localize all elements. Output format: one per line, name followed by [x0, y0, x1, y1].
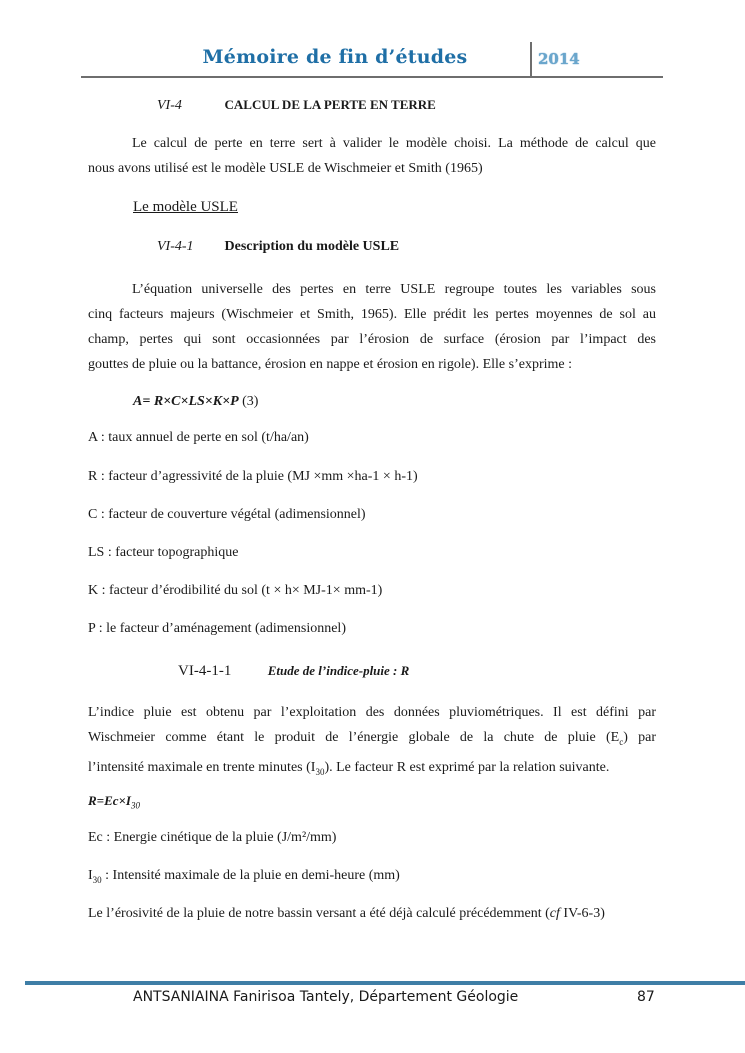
- final-line-ref: IV-6-3): [559, 906, 605, 921]
- rain-index-line-2: [88, 725, 656, 755]
- description-paragraph: [88, 277, 656, 377]
- intro-line-2: nous avons utilisé est le modèle USLE de Wischmeier et Smith (1965): [88, 161, 483, 176]
- rain-index-line-2-text: Wischmeier comme étant le produit de l’énergie globale de la chute de pluie (E: [88, 730, 620, 745]
- rain-index-line-1: L’indice pluie est obtenu par l’exploitation des données pluviométriques. Il est défini par: [88, 705, 656, 720]
- rain-index-line-3-end: ). Le facteur R est exprimé par la relation suivante.: [324, 759, 610, 775]
- rain-index-line-3-text: l’intensité maximale en trente minutes (I: [88, 759, 316, 775]
- subsection-title: Description du modèle USLE: [224, 239, 400, 254]
- subsection-number: VI-4-1: [157, 239, 194, 254]
- var-A: A : taux annuel de perte en sol (t/ha/an): [88, 430, 309, 445]
- section-heading: [157, 97, 436, 114]
- i30-symbol: I: [88, 868, 93, 883]
- subsubsection-heading: [178, 663, 409, 680]
- section-number: VI-4: [157, 98, 182, 113]
- rain-index-line-3-sub: 30: [315, 766, 325, 777]
- final-line-cf: cf: [549, 906, 560, 921]
- description-line-1: L’équation universelle des pertes en terre USLE regroupe toutes les variables sous: [132, 282, 656, 297]
- main-equation-formula: A= R×C×LS×K×P: [133, 394, 239, 409]
- subsubsection-number: VI-4-1-1: [178, 663, 232, 679]
- description-line-4: gouttes de pluie ou la battance, érosion en nappe et érosion en rigole). Elle s’exprime :: [88, 357, 573, 372]
- footer-rule: [25, 981, 745, 985]
- r-equation-sub: 30: [131, 800, 140, 811]
- i30-definition: [88, 868, 400, 885]
- var-LS: LS : facteur topographique: [88, 545, 239, 560]
- intro-line-1: Le calcul de perte en terre sert à valider le modèle choisi. La méthode de calcul que: [132, 136, 656, 151]
- description-line-2: cinq facteurs majeurs (Wischmeier et Smith, 1965). Elle prédit les pertes moyennes de sol au: [88, 307, 656, 322]
- main-equation: [133, 394, 258, 410]
- final-line-text: Le l’érosivité de la pluie de notre bassin versant a été déjà calculé précédemment (: [88, 906, 550, 921]
- var-C: C : facteur de couverture végétal (adimensionnel): [88, 507, 366, 522]
- var-P: P : le facteur d’aménagement (adimensionnel): [88, 621, 346, 636]
- main-equation-ref: (3): [242, 394, 259, 409]
- subsubsection-title: Etude de l’indice-pluie : R: [267, 663, 410, 678]
- var-R: R : facteur d’agressivité de la pluie (MJ ×mm ×ha-1 × h-1): [88, 469, 418, 484]
- model-heading: Le modèle USLE: [133, 199, 238, 215]
- rain-index-line-3: [88, 755, 656, 785]
- page-number: 87: [637, 989, 655, 1005]
- final-line: [88, 906, 605, 922]
- rain-index-paragraph: [88, 700, 656, 785]
- var-K: K : facteur d’érodibilité du sol (t × h× MJ-1× mm-1): [88, 583, 383, 598]
- rain-index-line-2-sub: c: [619, 736, 624, 747]
- i30-text: : Intensité maximale de la pluie en demi-heure (mm): [101, 868, 400, 883]
- header-year: 2014: [538, 50, 580, 68]
- rain-index-line-2-end: ) par: [623, 730, 656, 745]
- header-title: Mémoire de fin d’études: [202, 46, 468, 68]
- ec-definition: Ec : Energie cinétique de la pluie (J/m²/mm): [88, 830, 337, 845]
- description-line-3: champ, pertes qui sont occasionnées par l’érosion de surface (érosion par l’impact des: [88, 332, 656, 347]
- r-equation-formula: R=Ec×I: [88, 793, 131, 808]
- i30-sub: 30: [92, 874, 102, 885]
- r-equation: [88, 793, 140, 811]
- intro-paragraph: [88, 131, 656, 181]
- header-rule: [81, 76, 663, 78]
- footer-author: ANTSANIAINA Fanirisoa Tantely, Département Géologie: [133, 989, 519, 1005]
- subsection-heading: [157, 239, 399, 255]
- header-separator: [530, 42, 532, 78]
- section-title: CALCUL DE LA PERTE EN TERRE: [224, 97, 436, 112]
